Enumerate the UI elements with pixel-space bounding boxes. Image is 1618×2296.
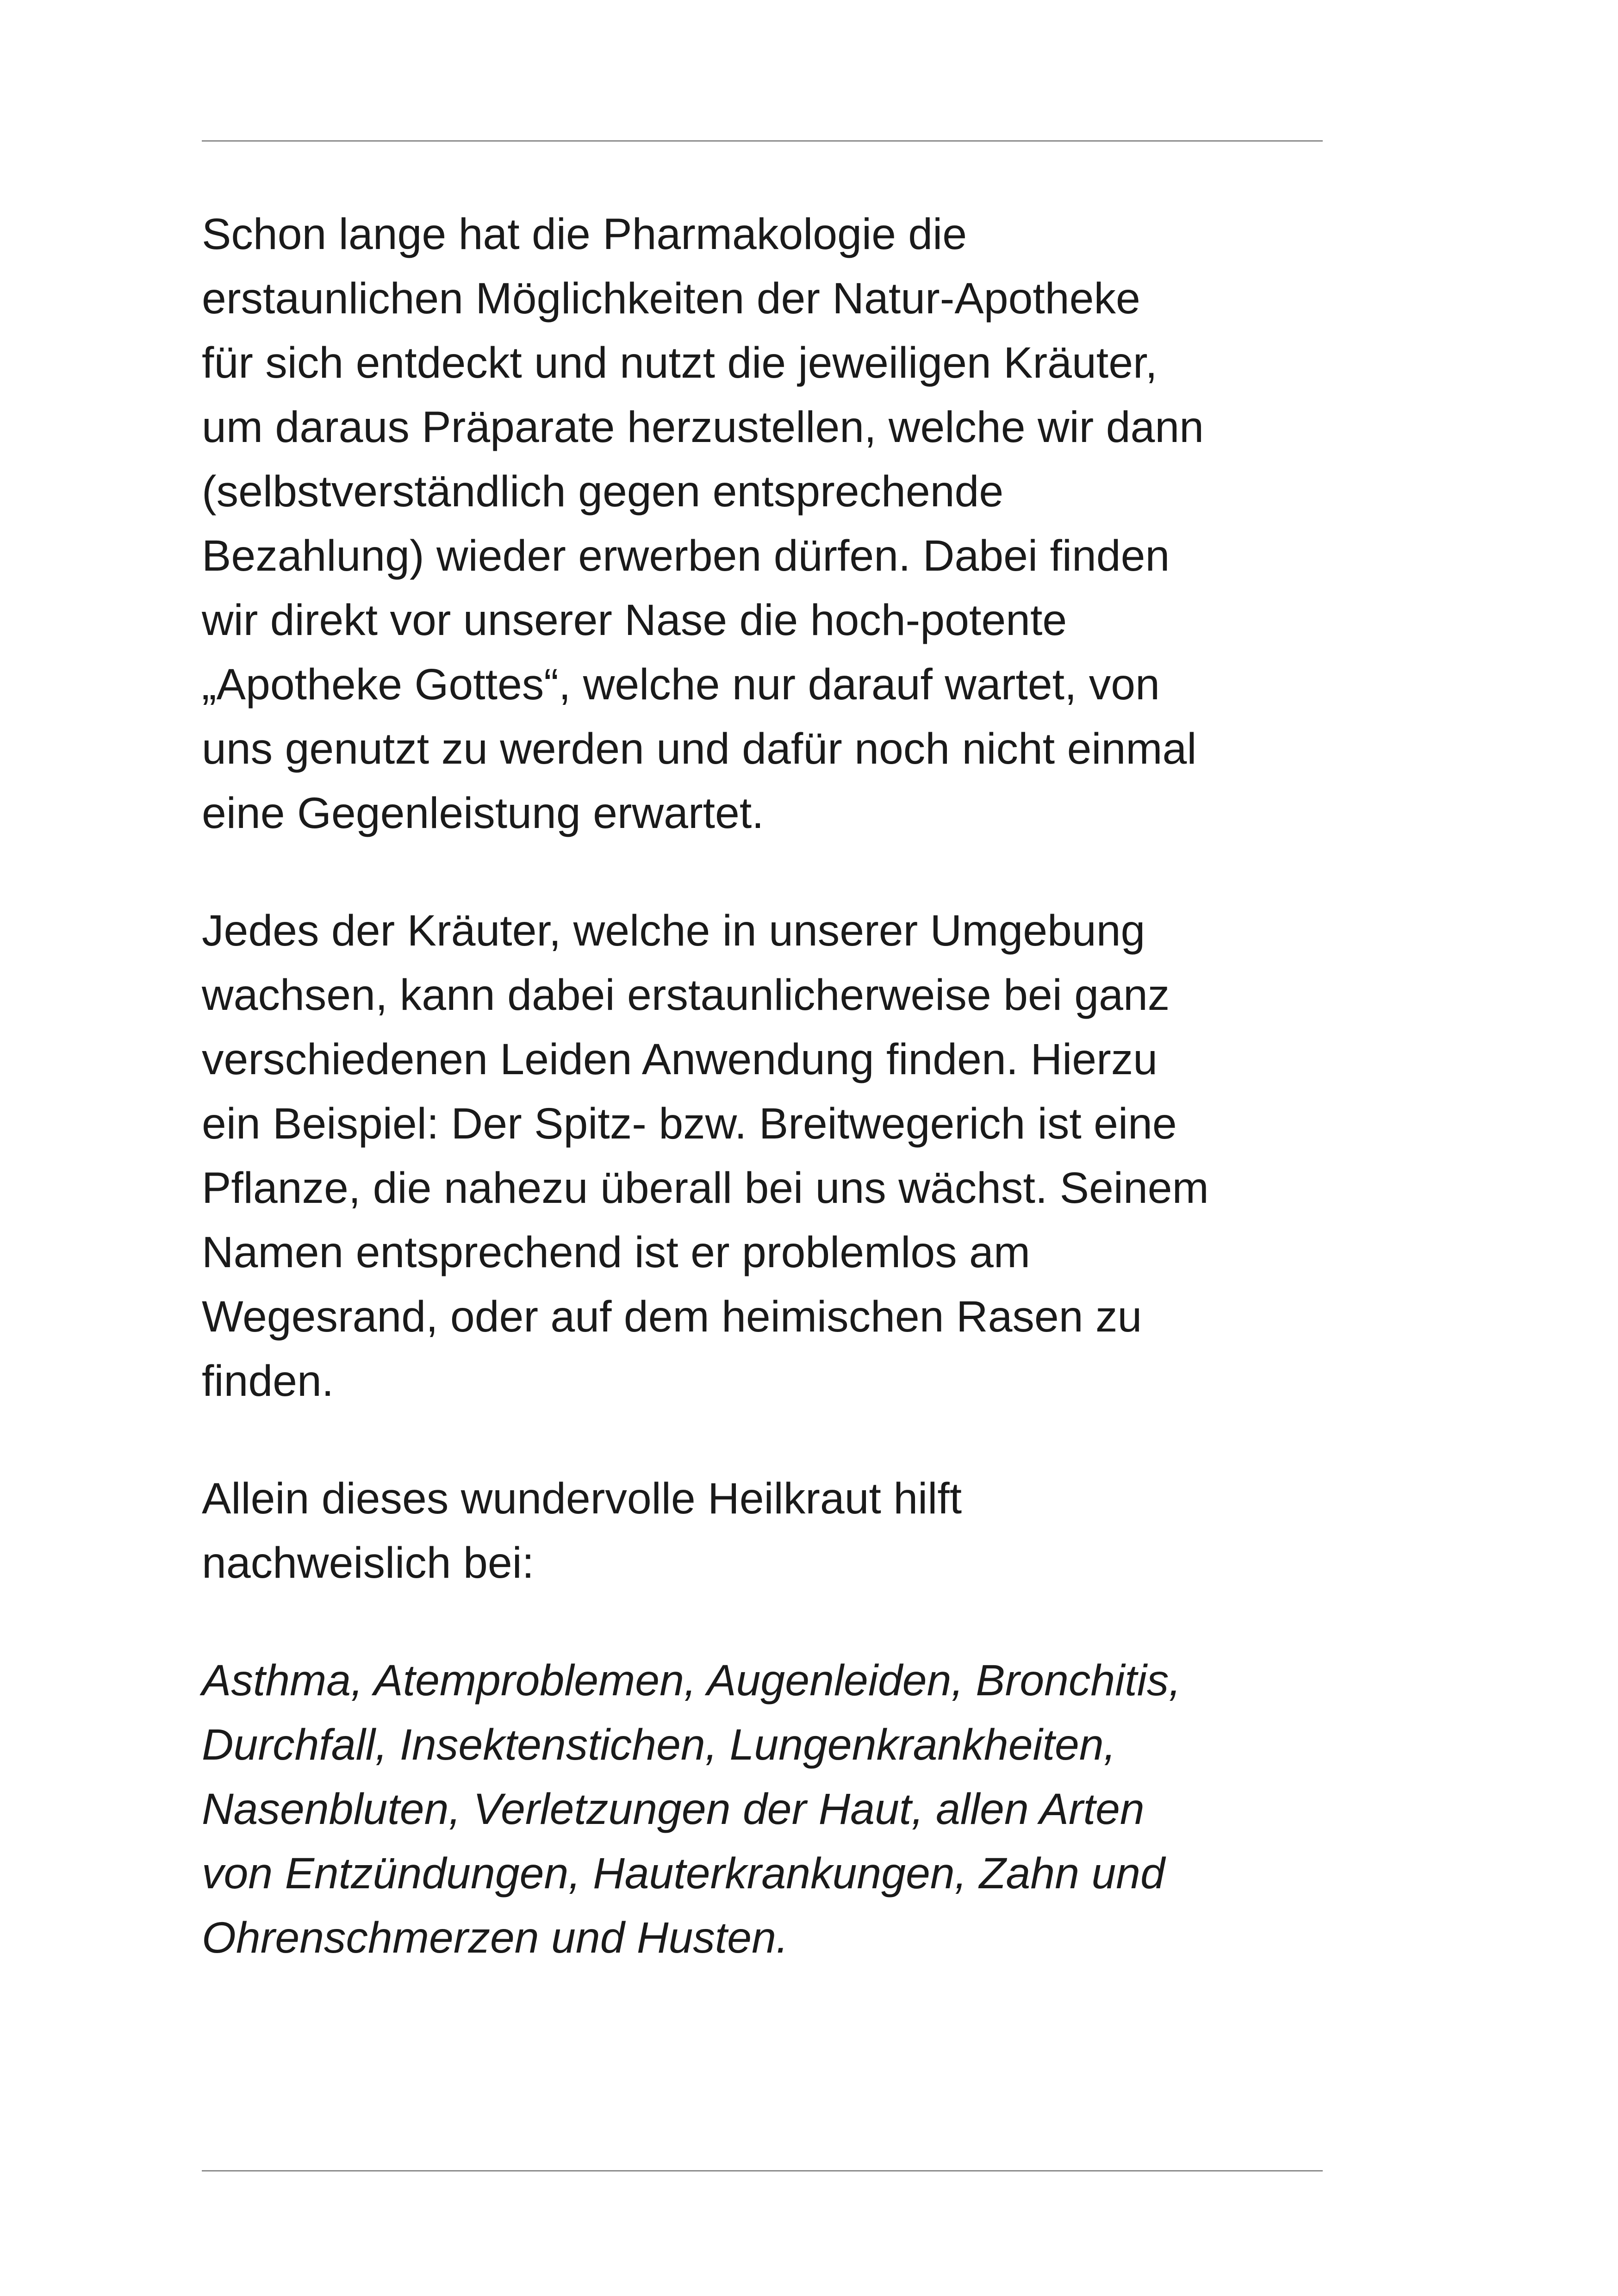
text-line: „Apotheke Gottes“, welche nur darauf wartet, von <box>202 660 1160 709</box>
footer-rule <box>202 2170 1323 2172</box>
text-line: Asthma, Atemproblemen, Augenleiden, Bronchitis, <box>202 1656 1181 1705</box>
text-line: uns genutzt zu werden und dafür noch nicht einmal <box>202 724 1197 773</box>
text-line: ein Beispiel: Der Spitz- bzw. Breitwegerich ist eine <box>202 1099 1177 1148</box>
text-line: eine Gegenleistung erwartet. <box>202 789 764 838</box>
text-line: um daraus Präparate herzustellen, welche wir dann <box>202 403 1204 452</box>
text-line: Durchfall, Insektenstichen, Lungenkrankheiten, <box>202 1720 1116 1769</box>
paragraph-herbs <box>202 899 1340 1413</box>
text-line: Allein dieses wundervolle Heilkraut hilft <box>202 1474 962 1523</box>
text-line: Schon lange hat die Pharmakologie die <box>202 210 967 259</box>
page-body <box>202 202 1340 1970</box>
text-line: nachweislich bei: <box>202 1538 535 1587</box>
paragraph-intro <box>202 202 1340 846</box>
text-line: Pflanze, die nahezu überall bei uns wächst. Seinem <box>202 1164 1209 1213</box>
text-line: Wegesrand, oder auf dem heimischen Rasen zu <box>202 1292 1142 1341</box>
paragraph-lead-in <box>202 1467 1340 1595</box>
text-line: Jedes der Kräuter, welche in unserer Umgebung <box>202 906 1145 955</box>
text-line: Namen entsprechend ist er problemlos am <box>202 1228 1031 1277</box>
text-line: wachsen, kann dabei erstaunlicherweise bei ganz <box>202 971 1170 1020</box>
header-rule <box>202 140 1323 142</box>
text-line: erstaunlichen Möglichkeiten der Natur-Apotheke <box>202 274 1140 323</box>
text-line: Bezahlung) wieder erwerben dürfen. Dabei finden <box>202 531 1170 580</box>
text-line: Ohrenschmerzen und Husten. <box>202 1913 789 1962</box>
text-line: verschiedenen Leiden Anwendung finden. Hierzu <box>202 1035 1158 1084</box>
text-line: wir direkt vor unserer Nase die hoch-potente <box>202 596 1067 645</box>
paragraph-ailments-list <box>202 1649 1340 1970</box>
text-line: von Entzündungen, Hauterkrankungen, Zahn und <box>202 1849 1165 1898</box>
text-line: finden. <box>202 1356 334 1406</box>
text-line: für sich entdeckt und nutzt die jeweiligen Kräuter, <box>202 338 1157 387</box>
text-line: (selbstverständlich gegen entsprechende <box>202 467 1004 516</box>
text-line: Nasenbluten, Verletzungen der Haut, allen Arten <box>202 1785 1145 1834</box>
